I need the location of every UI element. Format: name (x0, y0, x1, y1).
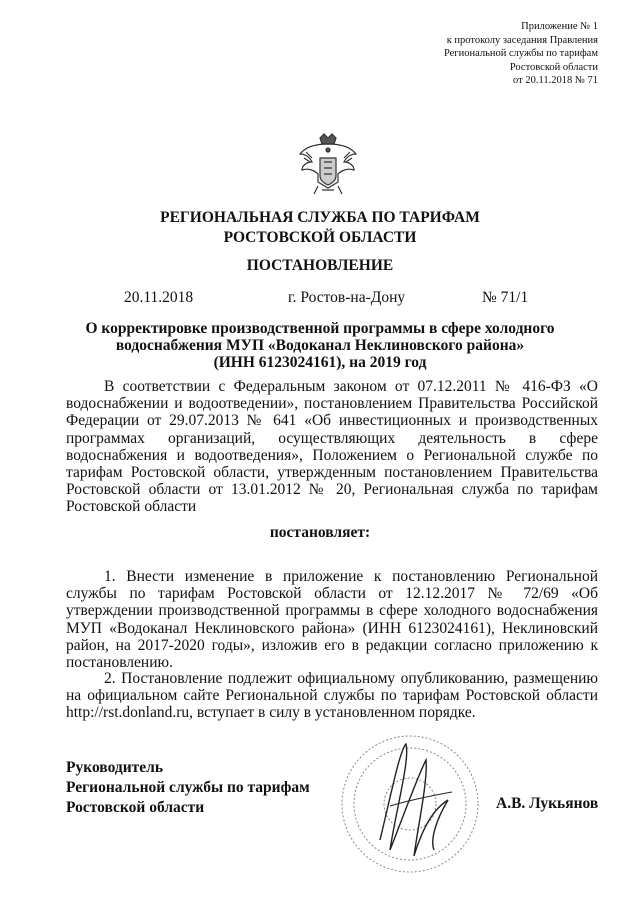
document-subject (0, 320, 640, 371)
signer-title-line: Руководитель (66, 759, 164, 776)
subject-line: водоснабжения МУП «Водоканал Неклиновского района» (115, 337, 525, 354)
preamble-paragraph: В соответствии с Федеральным законом от 07.12.2011 № 416-ФЗ «О водоснабжении и водоотведении», постановлением Правительства Российской Федерации от 29.07.2013 № 641 «Об инвестиционных и производственных программах организаций, осуществляющих деятельность в сфере водоснабжения и водоотведения», Положением о Региональной службе по тарифам Ростовской области, утвержденным постановлением Правительства Ростовской области от 13.01.2012 № 20, Региональная служба по тарифам Ростовской области (66, 378, 598, 516)
seal-signature-icon (330, 730, 490, 878)
signer-title (66, 758, 310, 818)
document-date: 20.11.2018 (124, 289, 194, 306)
appendix-line: Приложение № 1 (521, 21, 598, 32)
organization-title-line: РОСТОВСКОЙ ОБЛАСТИ (223, 229, 417, 246)
document-city: г. Ростов-на-Дону (288, 289, 406, 306)
decree-word: постановляет: (269, 524, 371, 541)
coat-of-arms-icon (296, 132, 360, 198)
subject-line: О корректировке производственной программы в сфере холодного (85, 320, 555, 337)
appendix-line: от 20.11.2018 № 71 (513, 75, 598, 86)
resolution-item-1: 1. Внести изменение в приложение к постановлению Региональной службы по тарифам Ростовской области от 12.12.2017 № 72/69 «Об утверждении производственной программы в сфере холодного водоснабжения МУП «Водоканал Неклиновского района» (ИНН 6123024161), Неклиновский район, на 2017-2020 годы», изложив его в редакции согласно приложению к постановлению. (66, 568, 598, 672)
organization-title (0, 208, 640, 248)
appendix-line: Ростовской области (509, 61, 598, 73)
appendix-line: Региональной службы по тарифам (443, 48, 598, 59)
subject-line: (ИНН 6123024161), на 2019 год (213, 354, 427, 371)
appendix-header (444, 20, 598, 88)
signer-name: А.В. Лукьянов (496, 795, 599, 812)
resolution-item-2: 2. Постановление подлежит официальному опубликованию, размещению на официальном сайте Региональной службы по тарифам Ростовской области http://rst.donland.ru, вступает в силу в установленном порядке. (66, 670, 598, 722)
organization-title-line: РЕГИОНАЛЬНАЯ СЛУЖБА ПО ТАРИФАМ (160, 209, 480, 226)
signer-title-line: Ростовской области (66, 799, 205, 816)
document-type: ПОСТАНОВЛЕНИЕ (246, 257, 394, 274)
signer-title-line: Региональной службы по тарифам (66, 779, 310, 796)
document-number: № 71/1 (482, 289, 529, 306)
appendix-line: к протоколу заседания Правления (446, 34, 598, 46)
